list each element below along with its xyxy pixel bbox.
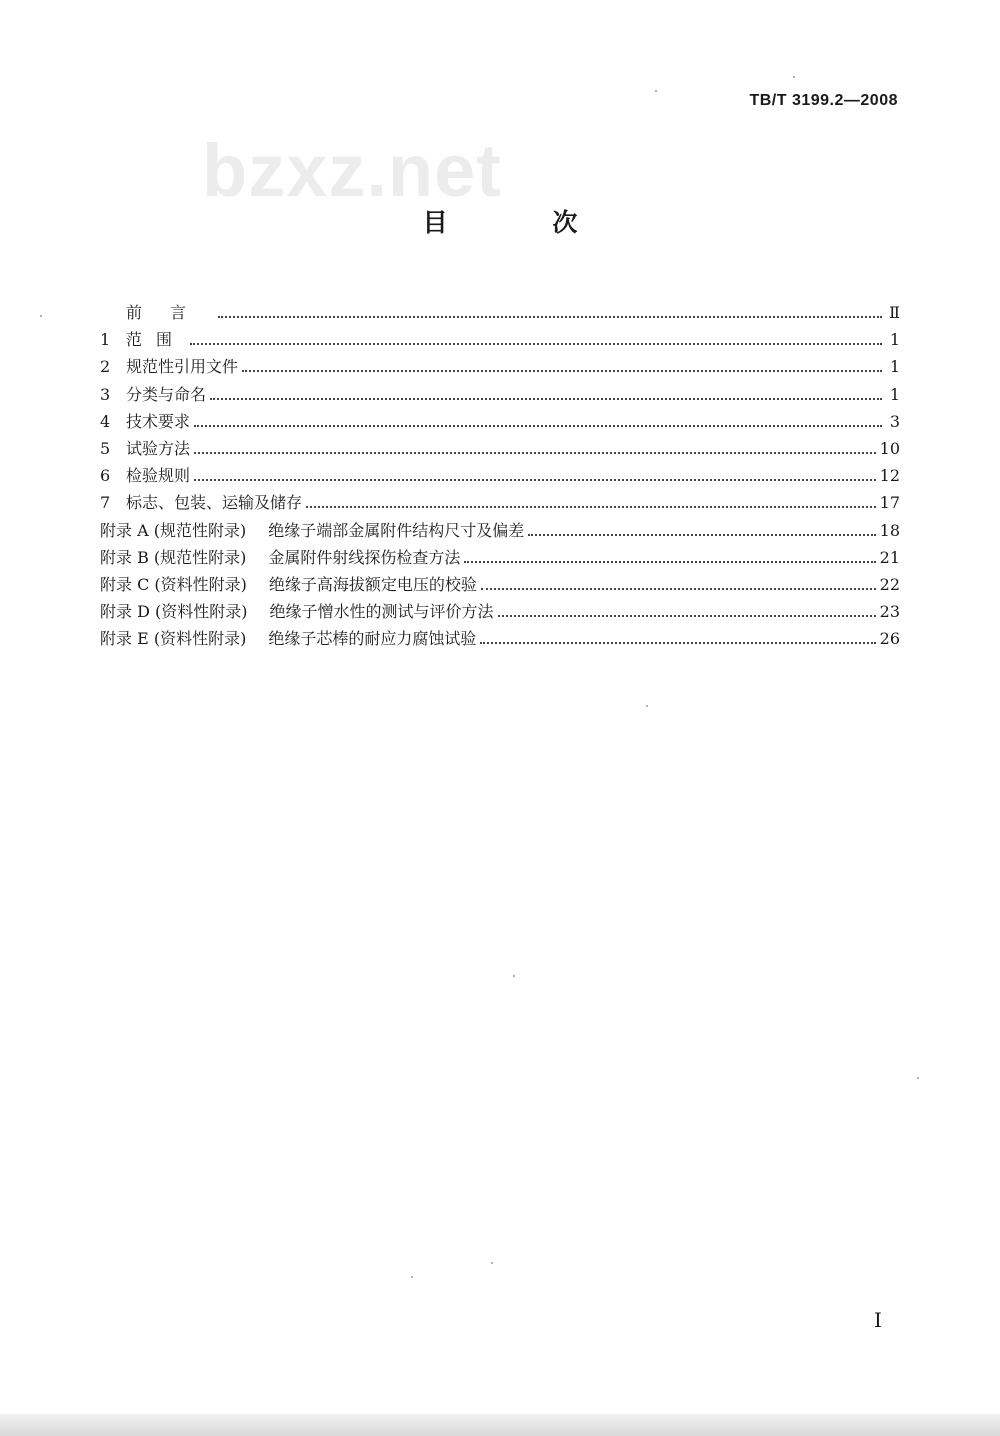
toc-entry-label: 绝缘子高海拔额定电压的校验 xyxy=(268,574,477,594)
toc-entry-number: 1 xyxy=(100,330,111,350)
toc-entry-number: 2 xyxy=(100,357,111,377)
toc-entry-label: 绝缘子芯棒的耐应力腐蚀试验 xyxy=(268,629,477,649)
watermark: bzxz.net xyxy=(202,129,502,212)
toc-title: 目 次 xyxy=(422,208,626,237)
toc-dot-leader xyxy=(481,588,876,590)
toc-entry-label: 试验方法 xyxy=(126,438,191,458)
toc-dot-leader xyxy=(194,479,876,481)
toc-entry-number: 7 xyxy=(100,493,111,513)
page-number: I xyxy=(874,1308,882,1332)
toc-entry-page: 17 xyxy=(879,493,900,513)
toc-entry-page: 1 xyxy=(889,384,900,404)
toc-entry-label: 范围 xyxy=(126,330,187,350)
toc-entry xyxy=(100,490,900,517)
toc-entry-label: 检验规则 xyxy=(126,466,191,486)
toc-entry xyxy=(100,545,900,572)
page-bottom-edge xyxy=(0,1414,1000,1436)
toc-entry-page: 1 xyxy=(889,330,900,350)
toc-entry xyxy=(100,327,900,354)
toc-dot-leader xyxy=(498,615,876,617)
toc-entry-label: 前言 xyxy=(126,303,215,322)
scan-speck xyxy=(513,975,515,977)
toc-entry-page: 23 xyxy=(879,602,900,622)
toc-entry-page: 3 xyxy=(889,411,900,431)
toc-dot-leader xyxy=(194,425,882,427)
toc-entry xyxy=(100,409,900,436)
table-of-contents xyxy=(100,300,900,653)
toc-entry xyxy=(100,572,900,599)
toc-dot-leader xyxy=(194,452,876,454)
toc-entry-page: 22 xyxy=(879,574,900,594)
toc-entry-appendix: 附录 A (规范性附录) xyxy=(100,520,247,540)
toc-entry xyxy=(100,436,900,463)
toc-dot-leader xyxy=(528,534,875,536)
toc-entry-number: 4 xyxy=(100,411,111,431)
scan-speck xyxy=(793,76,795,78)
toc-entry xyxy=(100,300,900,327)
toc-entry-number: 3 xyxy=(100,384,111,404)
toc-entry-label: 分类与命名 xyxy=(126,384,207,404)
toc-entry-page: 26 xyxy=(879,629,900,649)
toc-entry-appendix: 附录 B (规范性附录) xyxy=(100,547,247,567)
toc-entry-label: 绝缘子端部金属附件结构尺寸及偏差 xyxy=(268,520,525,540)
scan-speck xyxy=(40,315,42,317)
toc-dot-leader xyxy=(218,316,882,318)
toc-dot-leader xyxy=(210,398,882,400)
toc-entry-page: 12 xyxy=(879,466,900,486)
toc-dot-leader xyxy=(464,561,875,563)
toc-entry xyxy=(100,599,900,626)
toc-dot-leader xyxy=(306,506,876,508)
toc-entry-page: 10 xyxy=(879,438,900,458)
toc-entry-page: Ⅱ xyxy=(889,303,900,322)
toc-entry-page: 21 xyxy=(879,547,900,567)
toc-dot-leader xyxy=(190,343,882,345)
toc-entry-appendix: 附录 E (资料性附录) xyxy=(100,629,247,649)
scan-speck xyxy=(491,1262,493,1264)
toc-entry-label: 金属附件射线探伤检查方法 xyxy=(268,547,461,567)
toc-entry-label: 绝缘子憎水性的测试与评价方法 xyxy=(269,602,494,622)
toc-dot-leader xyxy=(480,642,875,644)
toc-entry xyxy=(100,518,900,545)
scan-speck xyxy=(646,705,648,707)
toc-entry-page: 18 xyxy=(879,520,900,540)
toc-entry xyxy=(100,354,900,381)
toc-entry xyxy=(100,382,900,409)
toc-entry-appendix: 附录 D (资料性附录) xyxy=(100,602,248,622)
toc-entry xyxy=(100,463,900,490)
scan-speck xyxy=(917,1077,919,1079)
scan-speck xyxy=(655,90,657,92)
toc-entry-number: 5 xyxy=(100,438,111,458)
toc-entry-page: 1 xyxy=(889,357,900,377)
toc-entry xyxy=(100,626,900,653)
toc-entry-label: 规范性引用文件 xyxy=(126,357,239,377)
toc-entry-label: 技术要求 xyxy=(126,411,191,431)
toc-entry-appendix: 附录 C (资料性附录) xyxy=(100,574,247,594)
toc-entry-label: 标志、包装、运输及储存 xyxy=(126,493,303,513)
toc-entry-number: 6 xyxy=(100,466,111,486)
standard-code: TB/T 3199.2—2008 xyxy=(749,92,898,109)
scan-speck xyxy=(411,1276,413,1278)
toc-dot-leader xyxy=(242,370,882,372)
